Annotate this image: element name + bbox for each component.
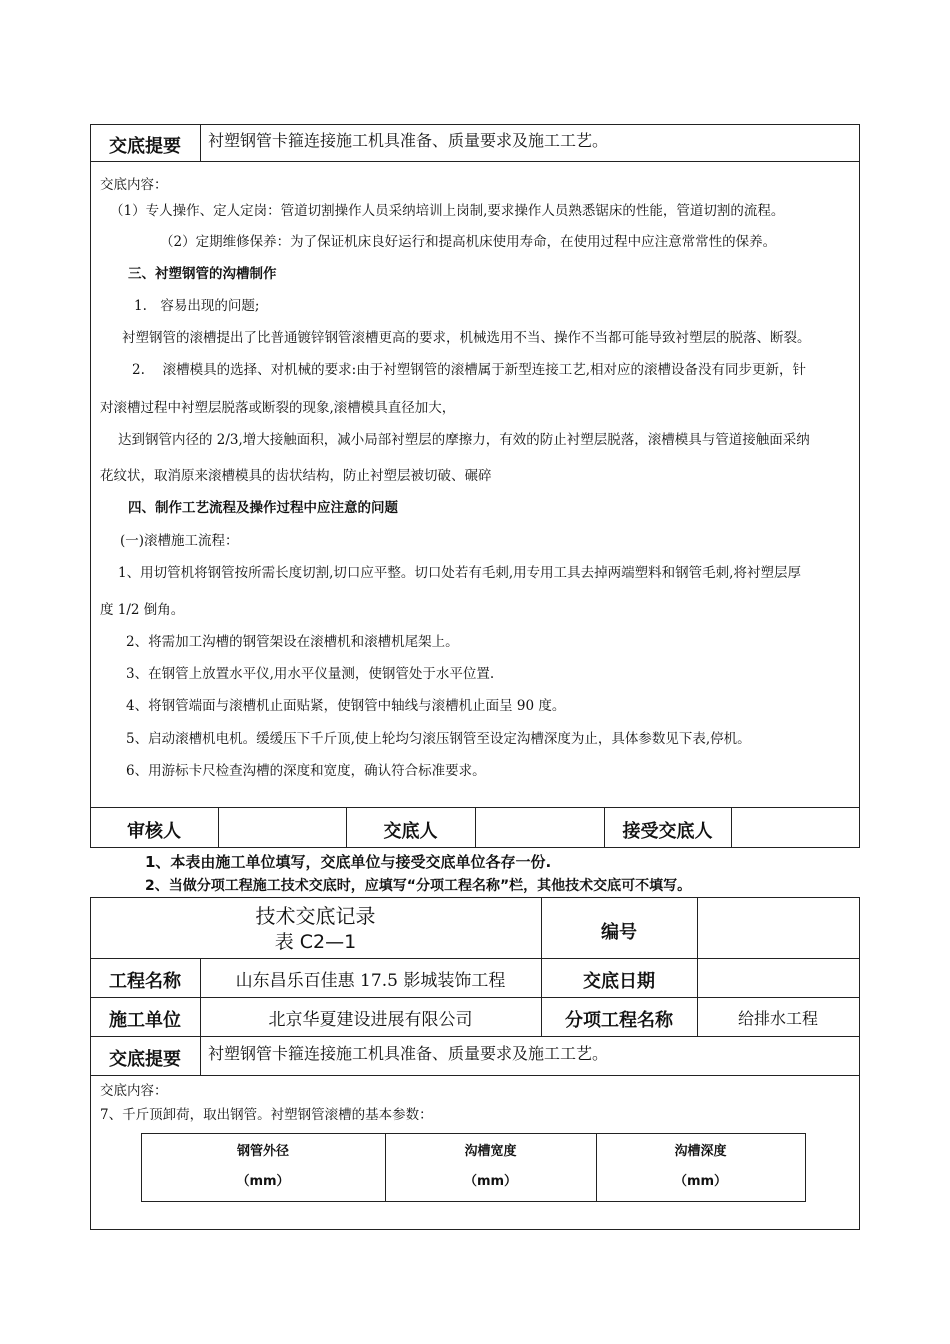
discloser-label: 交底人: [383, 821, 438, 842]
param-header: 钢管外径: [236, 1144, 289, 1159]
content-line: 1. 容易出现的问题;: [134, 298, 260, 314]
param-unit: （mm）: [463, 1174, 518, 1189]
content-line: 2. 滚槽模具的选择、对机械的要求:由于衬塑钢管的滚槽属于新型连接工艺,相对应的滚槽设备没有同步更新，针: [132, 362, 807, 378]
content-label: 交底内容：: [100, 177, 168, 193]
footnote: 2、当做分项工程施工技术交底时，应填写“分项工程名称”栏，其他技术交底可不填写。: [145, 878, 692, 894]
summary-label: 交底提要: [109, 1049, 181, 1070]
content-label: 交底内容：: [100, 1083, 168, 1099]
summary-value: 衬塑钢管卡箍连接施工机具准备、质量要求及施工工艺。: [208, 131, 609, 150]
content-line: 1、用切管机将钢管按所需长度切割,切口应平整。切口处若有毛刺,用专用工具去掉两端塑料和钢管毛刺,将衬塑层厚: [118, 565, 801, 581]
subproject-value: 给排水工程: [737, 1009, 818, 1028]
receiver-label: 接受交底人: [622, 821, 713, 842]
content-line: 5、启动滚槽机电机。缓缓压下千斤顶,使上轮均匀滚压钢管至设定沟槽深度为止，具体参数见下表,停机。: [126, 731, 751, 747]
content-line: 对滚槽过程中衬塑层脱落或断裂的现象,滚槽模具直径加大，: [100, 400, 456, 416]
summary-label: 交底提要: [109, 136, 181, 157]
reviewer-label: 审核人: [127, 821, 181, 842]
section-heading: 四、制作工艺流程及操作过程中应注意的问题: [128, 500, 398, 516]
footnote: 1、本表由施工单位填写，交底单位与接受交底单位各存一份.: [145, 853, 552, 871]
summary-value: 衬塑钢管卡箍连接施工机具准备、质量要求及施工工艺。: [208, 1044, 609, 1063]
date-label: 交底日期: [583, 971, 655, 992]
param-header: 沟槽宽度: [464, 1144, 517, 1159]
content-line: 达到钢管内径的 2/3,增大接触面积，减小局部衬塑层的摩擦力，有效的防止衬塑层脱落，滚槽模具与管道接触面采纳: [118, 432, 810, 448]
content-line: （2）定期维修保养：为了保证机床良好运行和提高机床使用寿命，在使用过程中应注意常常性的保养。: [160, 234, 777, 250]
param-header: 沟槽深度: [674, 1144, 727, 1159]
param-unit: （mm）: [673, 1174, 728, 1189]
project-value: 山东昌乐百佳惠 17.5 影城装饰工程: [235, 971, 506, 991]
content-line: 4、将钢管端面与滚槽机止面贴紧，使钢管中轴线与滚槽机止面呈 90 度。: [126, 698, 566, 714]
content-line: 6、用游标卡尺检查沟槽的深度和宽度，确认符合标准要求。: [126, 763, 486, 779]
content-line: 度 1/2 倒角。: [100, 602, 185, 618]
content-line: 2、将需加工沟槽的钢管架设在滚槽机和滚槽机尾架上。: [126, 634, 459, 650]
content-line: 衬塑钢管的滚槽提出了比普通镀锌钢管滚槽更高的要求，机械选用不当、操作不当都可能导致衬塑层的脱落、断裂。: [122, 330, 811, 346]
content-line: 3、在钢管上放置水平仪,用水平仪量测，使钢管处于水平位置.: [126, 666, 495, 682]
project-label: 工程名称: [109, 971, 181, 992]
param-unit: （mm）: [236, 1174, 290, 1189]
subproject-label: 分项工程名称: [565, 1010, 673, 1031]
form-number: 表 C2—1: [274, 931, 357, 953]
content-line: 7、千斤顶卸荷，取出钢管。衬塑钢管滚槽的基本参数：: [100, 1107, 433, 1123]
unit-label: 施工单位: [109, 1010, 181, 1031]
form-title: 技术交底记录: [255, 904, 376, 928]
unit-value: 北京华夏建设进展有限公司: [268, 1010, 473, 1030]
number-label: 编号: [601, 922, 637, 943]
content-line: （1）专人操作、定人定岗：管道切割操作人员采纳培训上岗制,要求操作人员熟悉锯床的性能，管道切割的流程。: [110, 203, 785, 219]
section-heading: 三、衬塑钢管的沟槽制作: [128, 266, 277, 282]
content-line: (一)滚槽施工流程：: [120, 533, 239, 549]
content-line: 花纹状，取消原来滚槽模具的齿状结构，防止衬塑层被切破、碾碎: [100, 468, 492, 484]
